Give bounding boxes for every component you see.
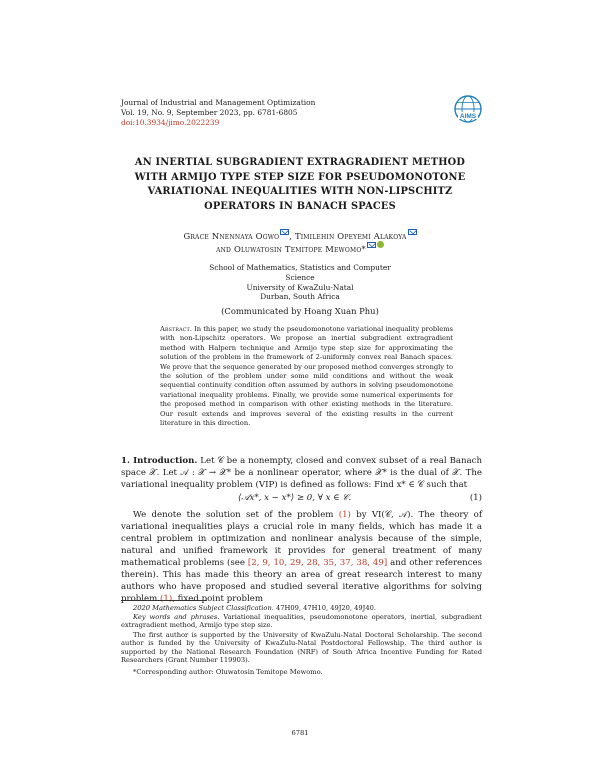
page-number: 6781 (291, 729, 309, 737)
paper-title (100, 156, 500, 214)
intro-paragraph-1 (121, 455, 482, 491)
journal-name: Journal of Industrial and Management Optimization (121, 98, 316, 107)
equation-number: (1) (469, 493, 482, 503)
paragraph-text: We denote the solution set of the problem (133, 510, 334, 520)
abstract (160, 325, 453, 428)
author-name: Oluwatosin Temitope Mewomo (233, 244, 362, 254)
intro-paragraph-2 (121, 509, 482, 605)
aims-logo-icon (452, 95, 484, 129)
footnote-corresponding: *Corresponding author: Oluwatosin Temitope Mewomo. (133, 668, 323, 676)
logo-text: AIMS (459, 113, 477, 120)
footnote-label: Key words and phrases. (133, 613, 220, 621)
corresponding-mark: * (361, 244, 366, 254)
author-name: Timilehin Opeyemi Alakoya (294, 231, 407, 241)
footnote-text: Variational inequalities, pseudomonotone operators, inertial, subgradient extragradient method, Armijo type step size. (121, 613, 482, 630)
section-heading: 1. Introduction. (121, 456, 198, 466)
footnote-label: 2020 Mathematics Subject Classification. (133, 604, 274, 612)
citation-links[interactable]: [2, 9, 10, 29, 28, 35, 37, 38, 49] (247, 558, 388, 568)
title-line: VARIATIONAL INEQUALITIES WITH NON-LIPSCHITZ (147, 186, 453, 197)
title-line: WITH ARMIJO TYPE STEP SIZE FOR PSEUDOMONOTONE (134, 171, 466, 183)
footnote-keywords (121, 613, 482, 630)
email-icon[interactable] (408, 229, 417, 235)
author-list: Grace Nnennaya Ogwo , Timilehin Opeyemi Alakoya and Oluwatosin Temitope Mewomo* (100, 230, 500, 256)
affiliation-line: School of Mathematics, Statistics and Computer Science (209, 263, 391, 282)
journal-volume: Vol. 19, No. 9, September 2023, pp. 6781-6805 (121, 108, 298, 117)
abstract-text: In this paper, we study the pseudomonotone variational inequality problems with non-Lipschitz operators. We propose an inertial subgradient extragradient method with Halpern technique and Armijo type step size for approximating the solution of the problem in the framework of 2-uniformly convex real Banach spaces. We prove that the sequence generated by our proposed method converges strongly to the solution of the problem under some mild conditions and without the weak sequential continuity condition often assumed by authors in solving pseudomonotone variational inequality problems. Finally, we provide some numerical experiments for the proposed method in comparison with other existing methods in the literature. Our result extends and improves several of the existing results in the current literature in this direction. (160, 325, 453, 428)
footnote-text: 47H09, 47H10, 49J20, 49J40. (276, 604, 376, 612)
author-name: Grace Nnennaya Ogwo (183, 231, 280, 241)
title-line: AN INERTIAL SUBGRADIENT EXTRAGRADIENT METHOD (134, 157, 466, 168)
equation-ref-link[interactable]: (1) (160, 594, 173, 604)
orcid-icon[interactable] (377, 241, 384, 248)
email-icon[interactable] (280, 229, 289, 235)
paragraph-text: , fixed point problem (172, 594, 263, 604)
equation-body: ⟨𝒜x*, x − x*⟩ ≥ 0, ∀ x ∈ 𝒞. (238, 493, 352, 503)
equation-ref-link[interactable]: (1) (338, 510, 351, 520)
email-icon[interactable] (367, 242, 376, 248)
abstract-label: Abstract. (160, 325, 192, 333)
paragraph-text: Let 𝒞 be a nonempty, closed and convex subset of a real Banach space 𝒳. Let 𝒜 : 𝒳 → 𝒳* be a nonlinear operator, where 𝒳* is the dual of 𝒳. The variational inequality problem (VIP) is defined as follows: Find x* ∈ 𝒞 such that (121, 456, 483, 490)
author-conjunction: and (216, 244, 232, 254)
affiliation (200, 263, 400, 302)
paragraph-text: by VI(𝒞, 𝒜). The theory of variational inequalities plays a crucial role in many fields, which has made it a central problem in optimization and nonlinear analysis because of the simple, natural and unified framework it provides for general treatment of many mathematical problems (see (121, 510, 483, 568)
footnote-funding: The first author is supported by the University of KwaZulu-Natal Doctoral Scholarship. The second author is funded by the University of KwaZulu-Natal Postdoctoral Fellowship. The third author is supported by the National Research Foundation (NRF) of South Africa Incentive Funding for Rated Researchers (Grant Number 119903). (121, 631, 482, 665)
footnote-rule (121, 600, 207, 601)
title-line: OPERATORS IN BANACH SPACES (204, 200, 396, 212)
journal-header (121, 98, 315, 128)
affiliation-line: University of KwaZulu-Natal (246, 282, 354, 292)
footnote-msc (121, 604, 482, 612)
affiliation-line: Durban, South Africa (260, 292, 340, 302)
paragraph-text: and other references therein). This has made this theory an area of great research interest to many authors who have proposed and studied several iterative algorithms for solving problem (121, 558, 482, 604)
communicated-by: (Communicated by Hoang Xuan Phu) (221, 306, 379, 316)
journal-doi-link[interactable]: doi:10.3934/jimo.2022239 (121, 118, 220, 127)
